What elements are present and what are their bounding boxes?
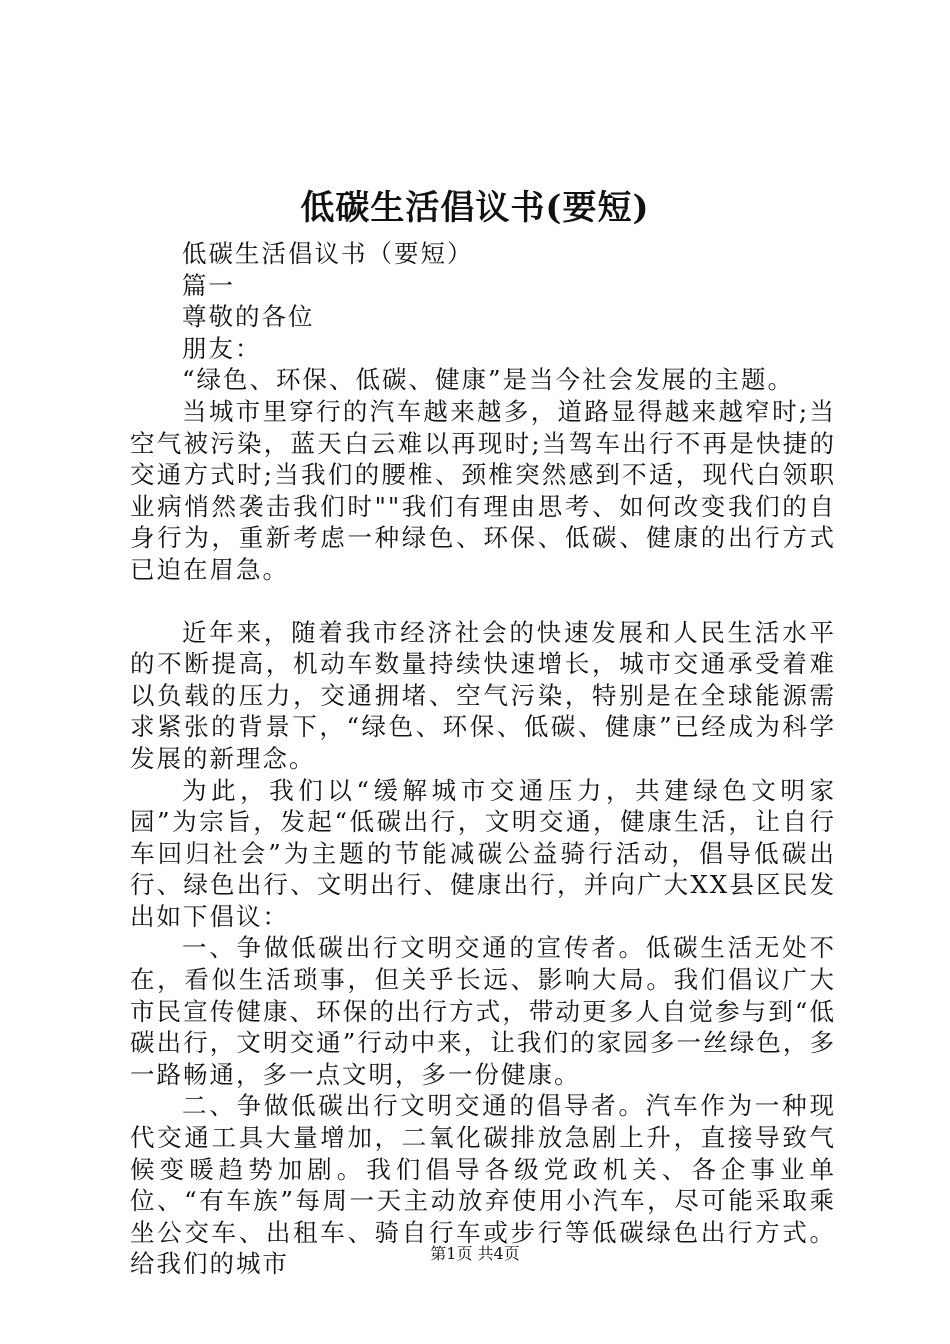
salutation-line-1: 尊敬的各位 xyxy=(182,302,315,332)
body-paragraph: 近年来，随着我市经济社会的快速发展和人民生活水平的不断提高，机动车数量持续快速增长，城市交通承受着难以负载的压力，交通拥堵、空气污染，特别是在全球能源需求紧张的背景下，“绿色、环保、低碳、健康”已经成为科学发展的新理念。 xyxy=(130,617,836,773)
page-footer: 第1页 共4页 xyxy=(430,1244,520,1263)
subtitle-line: 低碳生活倡议书（要短） xyxy=(182,239,474,268)
proposal-paragraph: 二、争做低碳出行文明交通的倡导者。汽车作为一种现代交通工具大量增加，二氧化碳排放急剧上升，直接导致气候变暖趋势加剧。我们倡导各级党政机关、各企事业单位、“有车族”每周一天主动放弃使用小汽车，尽可能采取乘坐公交车、出租车、骑自行车或步行等低碳绿色出行方式。给我们的城市 xyxy=(130,1091,836,1279)
body-paragraph: 为此，我们以“缓解城市交通压力，共建绿色文明家园”为宗旨，发起“低碳出行，文明交通，健康生活，让自行车回归社会”为主题的节能减碳公益骑行活动，倡导低碳出行、绿色出行、文明出行、健康出行，并向广大XX县区民发出如下倡议： xyxy=(130,775,836,931)
document-body xyxy=(130,238,836,1280)
theme-paragraph: “绿色、环保、低碳、健康”是当今社会发展的主题。 xyxy=(182,365,795,395)
salutation-line-2: 朋友： xyxy=(182,333,262,363)
document-title: 低碳生活倡议书(要短) xyxy=(300,188,650,228)
proposal-paragraph: 一、争做低碳出行文明交通的宣传者。低碳生活无处不在，看似生活琐事，但关乎长远、影响大局。我们倡议广大市民宣传健康、环保的出行方式，带动更多人自觉参与到“低碳出行，文明交通”行动中来，让我们的家园多一丝绿色，多一路畅通，多一点文明，多一份健康。 xyxy=(130,933,836,1089)
body-paragraph: 当城市里穿行的汽车越来越多，道路显得越来越窄时;当空气被污染，蓝天白云难以再现时;当驾车出行不再是快捷的交通方式时;当我们的腰椎、颈椎突然感到不适，现代白领职业病悄然袭击我们时""我们有理由思考、如何改变我们的自身行为，重新考虑一种绿色、环保、低碳、健康的出行方式已迫在眉急。 xyxy=(130,396,836,584)
section-heading: 篇一 xyxy=(182,270,235,300)
